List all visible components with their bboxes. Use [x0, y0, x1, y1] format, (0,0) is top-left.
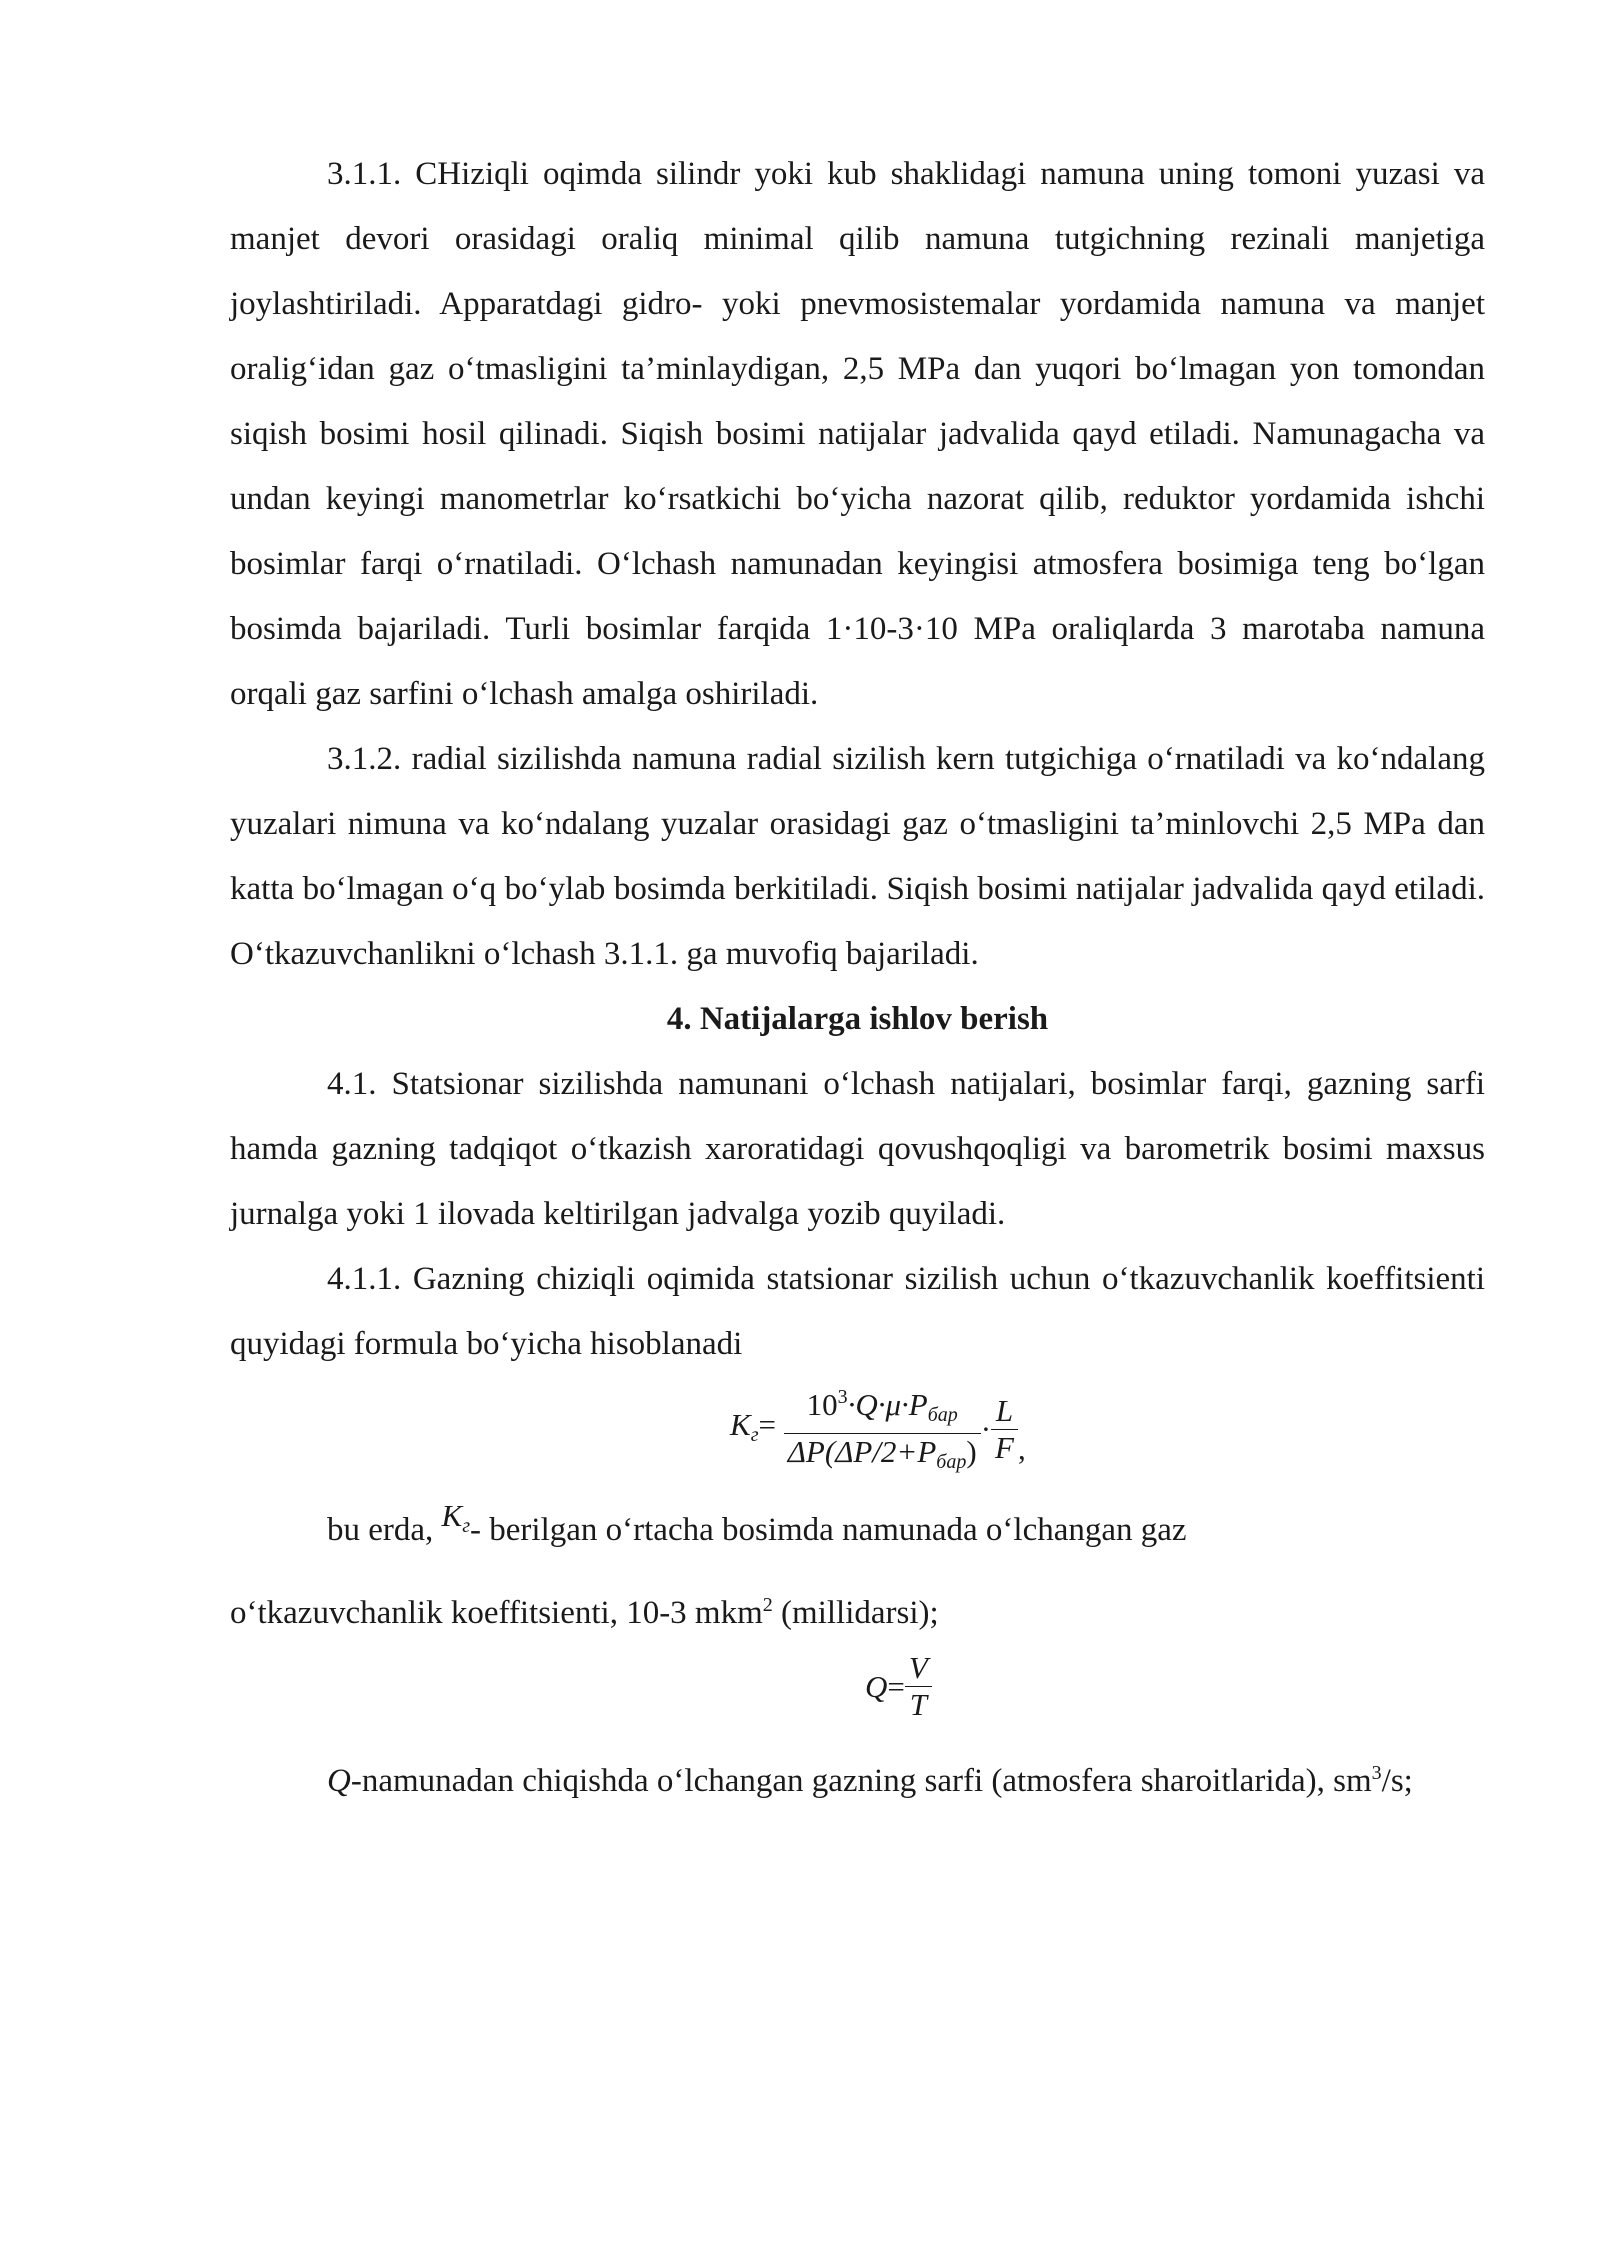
document-body	[230, 142, 1485, 1814]
flow-rate-fraction: $\frac{V}{T}$	[905, 1650, 932, 1723]
flow-rate-formula: Q= $\frac{V}{T}$	[230, 1646, 1485, 1741]
formula-length-area-fraction: $\frac{L}{F}$	[991, 1393, 1018, 1466]
section-heading-4: 4. Natijalarga ishlov berish	[666, 1001, 1049, 1037]
paragraph-k-definition-cont: o‘tkazuvchanlik koeffitsienti, 10-3 mkm$^2$ (millidarsi);	[230, 1594, 939, 1631]
paragraph-4-1-1: 4.1.1. Gazning chiziqli oqimida statsionar sizilish uchun o‘tkazuvchanlik koeffitsienti quyidagi formula bo‘yicha hisoblanadi	[230, 1261, 1485, 1362]
paragraph-q-definition: Q-namunadan chiqishda o‘lchangan gazning sarfi (atmosfera sharoitlarida), $sm^3/s$;	[327, 1762, 1413, 1799]
paragraph-k-definition: bu erda, $K_г-$ berilgan o‘rtacha bosimda namunada o‘lchangan gaz	[327, 1498, 1187, 1548]
k-symbol: $K_г$	[441, 1498, 471, 1537]
permeability-formula: $K_г=$ $\frac{10^3\cdot Q\cdot\mu\cdot P_{бар}}{\Delta P(\Delta P/2+P_{бар})}$ · $\frac{L}{F}$ ,	[230, 1377, 1485, 1497]
paragraph-3-1-1: 3.1.1. CHiziqli oqimda silindr yoki kub shaklidagi namuna uning tomoni yuzasi va manjet devori orasidagi oraliq minimal qilib namuna tutgichning rezinali manjetiga joylashtiriladi. Apparatdagi gidro- yoki pnevmosistemalar yordamida namuna va manjet oralig‘idan gaz o‘tmasligini ta’minlaydigan, 2,5 MPa dan yuqori bo‘lmagan yon tomondan siqish bosimi hosil qilinadi. Siqish bosimi natijalar jadvalida qayd etiladi. Namunagacha va undan keyingi manometrlar ko‘rsatkichi bo‘yicha nazorat qilib, reduktor yordamida ishchi bosimlar farqi o‘rnatiladi. O‘lchash namunadan keyingisi atmosfera bosimiga teng bo‘lgan bosimda bajariladi. Turli bosimlar farqida 1·10-3·10 MPa oraliqlarda 3 marotaba namuna orqali gaz sarfini o‘lchash amalga oshiriladi.	[230, 156, 1485, 712]
formula-numerator: $10^3\cdot Q\cdot\mu\cdot P_{бар}$	[784, 1379, 981, 1434]
formula-lhs: $K_г=$	[730, 1406, 776, 1446]
formula-main-fraction	[784, 1379, 981, 1480]
paragraph-4-1: 4.1. Statsionar sizilishda namunani o‘lchash natijalari, bosimlar farqi, gazning sarfi hamda gazning tadqiqot o‘tkazish xaroratidagi qovushqoqligi va barometrik bosimi maxsus jurnalga yoki 1 ilovada keltirilgan jadvalga yozib quyiladi.	[230, 1066, 1485, 1232]
formula-denominator: $\Delta P(\Delta P/2+P_{бар})$	[787, 1434, 977, 1473]
paragraph-3-1-2: 3.1.2. radial sizilishda namuna radial sizilish kern tutgichiga o‘rnatiladi va ko‘ndalang yuzalari nimuna va ko‘ndalang yuzalar orasidagi gaz o‘tmasligini ta’minlovchi 2,5 MPa dan katta bo‘lmagan o‘q bo‘ylab bosimda berkitiladi. Siqish bosimi natijalar jadvalida qayd etiladi. O‘tkazuvchanlikni o‘lchash 3.1.1. ga muvofiq bajariladi.	[230, 741, 1485, 972]
